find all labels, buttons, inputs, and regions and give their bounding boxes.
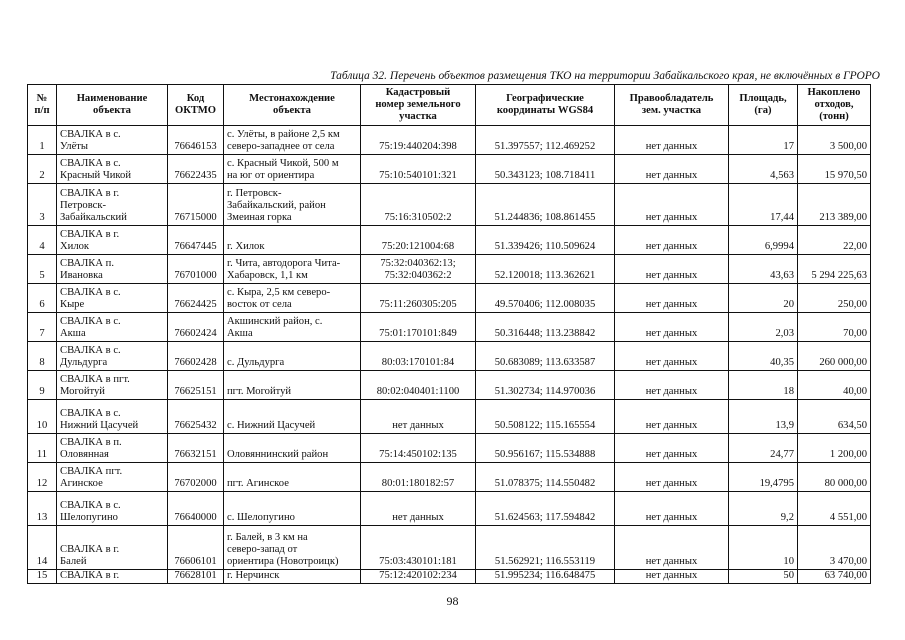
cell-oktmo: 76602428	[168, 342, 224, 371]
table-row	[28, 126, 871, 155]
cell-name: СВАЛКА пгт. Агинское	[57, 463, 168, 492]
cell-owner: нет данных	[615, 155, 729, 184]
cell-coords: 51.339426; 110.509624	[476, 226, 615, 255]
cell-name: СВАЛКА в с. Улёты	[57, 126, 168, 155]
cell-waste: 3 500,00	[798, 126, 871, 155]
cell-cadastral: 80:02:040401:1100	[361, 371, 476, 400]
cell-name: СВАЛКА в с. Акша	[57, 313, 168, 342]
cell-name: СВАЛКА в с. Красный Чикой	[57, 155, 168, 184]
cell-location: г. Хилок	[224, 226, 361, 255]
cell-cadastral: 75:01:170101:849	[361, 313, 476, 342]
table-row	[28, 371, 871, 400]
cell-owner: нет данных	[615, 184, 729, 226]
cell-area: 19,4795	[729, 463, 798, 492]
cell-num: 3	[28, 184, 57, 226]
cell-owner: нет данных	[615, 255, 729, 284]
cell-num: 9	[28, 371, 57, 400]
cell-location: Оловяннинский район	[224, 434, 361, 463]
header-oktmo: Код ОКТМО	[168, 85, 224, 126]
table-row	[28, 184, 871, 226]
cell-oktmo: 76625432	[168, 400, 224, 434]
cell-waste: 213 389,00	[798, 184, 871, 226]
cell-owner: нет данных	[615, 284, 729, 313]
cell-name: СВАЛКА в с. Дульдурга	[57, 342, 168, 371]
cell-location: с. Улёты, в районе 2,5 км северо-западнее от села	[224, 126, 361, 155]
cell-location: Акшинский район, с. Акша	[224, 313, 361, 342]
cell-coords: 51.995234; 116.648475	[476, 570, 615, 584]
cell-oktmo: 76715000	[168, 184, 224, 226]
cell-num: 4	[28, 226, 57, 255]
cell-waste: 80 000,00	[798, 463, 871, 492]
cell-coords: 50.316448; 113.238842	[476, 313, 615, 342]
cell-name: СВАЛКА в с. Кыре	[57, 284, 168, 313]
table-row	[28, 492, 871, 526]
cell-waste: 634,50	[798, 400, 871, 434]
cell-location: г. Чита, автодорога Чита- Хабаровск, 1,1 км	[224, 255, 361, 284]
header-area: Площадь, (га)	[729, 85, 798, 126]
cell-name: СВАЛКА п. Ивановка	[57, 255, 168, 284]
table-row	[28, 155, 871, 184]
table-row	[28, 226, 871, 255]
cell-cadastral: нет данных	[361, 492, 476, 526]
cell-num: 1	[28, 126, 57, 155]
header-num: № п/п	[28, 85, 57, 126]
cell-cadastral: 75:19:440204:398	[361, 126, 476, 155]
cell-num: 10	[28, 400, 57, 434]
cell-cadastral: 75:32:040362:13; 75:32:040362:2	[361, 255, 476, 284]
cell-area: 17,44	[729, 184, 798, 226]
cell-location: с. Нижний Цасучей	[224, 400, 361, 434]
table-row	[28, 434, 871, 463]
table-row	[28, 400, 871, 434]
cell-area: 13,9	[729, 400, 798, 434]
cell-area: 43,63	[729, 255, 798, 284]
cell-area: 9,2	[729, 492, 798, 526]
cell-oktmo: 76624425	[168, 284, 224, 313]
cell-coords: 50.343123; 108.718411	[476, 155, 615, 184]
header-coords: Географические координаты WGS84	[476, 85, 615, 126]
table-row	[28, 463, 871, 492]
cell-cadastral: 75:16:310502:2	[361, 184, 476, 226]
cell-coords: 51.302734; 114.970036	[476, 371, 615, 400]
cell-owner: нет данных	[615, 226, 729, 255]
cell-owner: нет данных	[615, 400, 729, 434]
table-row	[28, 526, 871, 570]
cell-location: г. Нерчинск	[224, 570, 361, 584]
cell-num: 14	[28, 526, 57, 570]
cell-area: 24,77	[729, 434, 798, 463]
cell-coords: 51.562921; 116.553119	[476, 526, 615, 570]
cell-cadastral: 75:10:540101:321	[361, 155, 476, 184]
cell-name: СВАЛКА в г. Хилок	[57, 226, 168, 255]
cell-owner: нет данных	[615, 492, 729, 526]
header-waste: Накоплено отходов, (тонн)	[798, 85, 871, 126]
table-row	[28, 342, 871, 371]
cell-location: пгт. Могойтуй	[224, 371, 361, 400]
table-row	[28, 255, 871, 284]
cell-name: СВАЛКА в г. Петровск- Забайкальский	[57, 184, 168, 226]
cell-owner: нет данных	[615, 434, 729, 463]
cell-waste: 40,00	[798, 371, 871, 400]
cell-cadastral: 75:11:260305:205	[361, 284, 476, 313]
cell-owner: нет данных	[615, 371, 729, 400]
cell-waste: 250,00	[798, 284, 871, 313]
cell-owner: нет данных	[615, 126, 729, 155]
cell-cadastral: нет данных	[361, 400, 476, 434]
cell-waste: 3 470,00	[798, 526, 871, 570]
cell-coords: 51.397557; 112.469252	[476, 126, 615, 155]
cell-owner: нет данных	[615, 342, 729, 371]
cell-num: 5	[28, 255, 57, 284]
cell-oktmo: 76622435	[168, 155, 224, 184]
cell-waste: 260 000,00	[798, 342, 871, 371]
cell-cadastral: 75:03:430101:181	[361, 526, 476, 570]
cell-waste: 70,00	[798, 313, 871, 342]
table-row	[28, 284, 871, 313]
cell-location: с. Шелопугино	[224, 492, 361, 526]
cell-coords: 50.956167; 115.534888	[476, 434, 615, 463]
cell-location: с. Дульдурга	[224, 342, 361, 371]
header-location: Местонахождение объекта	[224, 85, 361, 126]
cell-oktmo: 76701000	[168, 255, 224, 284]
header-row	[28, 85, 871, 126]
cell-num: 15	[28, 570, 57, 584]
cell-area: 18	[729, 371, 798, 400]
cell-area: 50	[729, 570, 798, 584]
cell-coords: 52.120018; 113.362621	[476, 255, 615, 284]
cell-coords: 51.078375; 114.550482	[476, 463, 615, 492]
tko-objects-table	[27, 84, 871, 584]
cell-cadastral: 75:20:121004:68	[361, 226, 476, 255]
cell-owner: нет данных	[615, 570, 729, 584]
header-name: Наименование объекта	[57, 85, 168, 126]
cell-area: 4,563	[729, 155, 798, 184]
cell-num: 7	[28, 313, 57, 342]
cell-num: 6	[28, 284, 57, 313]
cell-waste: 5 294 225,63	[798, 255, 871, 284]
cell-location: г. Балей, в 3 км на северо-запад от ориентира (Новотроицк)	[224, 526, 361, 570]
cell-waste: 15 970,50	[798, 155, 871, 184]
cell-name: СВАЛКА в г. Балей	[57, 526, 168, 570]
cell-area: 2,03	[729, 313, 798, 342]
cell-num: 12	[28, 463, 57, 492]
cell-cadastral: 80:03:170101:84	[361, 342, 476, 371]
cell-waste: 4 551,00	[798, 492, 871, 526]
cell-area: 10	[729, 526, 798, 570]
cell-coords: 50.683089; 113.633587	[476, 342, 615, 371]
cell-num: 2	[28, 155, 57, 184]
cell-coords: 50.508122; 115.165554	[476, 400, 615, 434]
cell-oktmo: 76640000	[168, 492, 224, 526]
cell-coords: 51.244836; 108.861455	[476, 184, 615, 226]
cell-cadastral: 75:12:420102:234	[361, 570, 476, 584]
cell-owner: нет данных	[615, 313, 729, 342]
cell-location: пгт. Агинское	[224, 463, 361, 492]
cell-name: СВАЛКА в п. Оловянная	[57, 434, 168, 463]
cell-area: 17	[729, 126, 798, 155]
table-caption: Таблица 32. Перечень объектов размещения ТКО на территории Забайкальского края, не включённых в ГРОРО	[330, 70, 880, 82]
cell-num: 11	[28, 434, 57, 463]
cell-name: СВАЛКА в с. Нижний Цасучей	[57, 400, 168, 434]
cell-location: г. Петровск- Забайкальский, район Змеиная горка	[224, 184, 361, 226]
cell-num: 13	[28, 492, 57, 526]
cell-oktmo: 76702000	[168, 463, 224, 492]
cell-waste: 63 740,00	[798, 570, 871, 584]
cell-location: с. Красный Чикой, 500 м на юг от ориентира	[224, 155, 361, 184]
page-number: 98	[446, 594, 459, 608]
table-row	[28, 570, 871, 584]
cell-oktmo: 76646153	[168, 126, 224, 155]
cell-location: с. Кыра, 2,5 км северо- восток от села	[224, 284, 361, 313]
cell-area: 6,9994	[729, 226, 798, 255]
cell-waste: 22,00	[798, 226, 871, 255]
table-row	[28, 313, 871, 342]
cell-cadastral: 80:01:180182:57	[361, 463, 476, 492]
cell-name: СВАЛКА в с. Шелопугино	[57, 492, 168, 526]
cell-coords: 51.624563; 117.594842	[476, 492, 615, 526]
cell-waste: 1 200,00	[798, 434, 871, 463]
cell-oktmo: 76632151	[168, 434, 224, 463]
cell-area: 20	[729, 284, 798, 313]
cell-area: 40,35	[729, 342, 798, 371]
cell-oktmo: 76647445	[168, 226, 224, 255]
cell-owner: нет данных	[615, 463, 729, 492]
cell-owner: нет данных	[615, 526, 729, 570]
header-cadastral: Кадастровый номер земельного участка	[361, 85, 476, 126]
header-owner: Правообладатель зем. участка	[615, 85, 729, 126]
cell-oktmo: 76606101	[168, 526, 224, 570]
cell-cadastral: 75:14:450102:135	[361, 434, 476, 463]
cell-coords: 49.570406; 112.008035	[476, 284, 615, 313]
cell-name: СВАЛКА в пгт. Могойтуй	[57, 371, 168, 400]
cell-num: 8	[28, 342, 57, 371]
cell-oktmo: 76625151	[168, 371, 224, 400]
cell-name: СВАЛКА в г.	[57, 570, 168, 584]
cell-oktmo: 76602424	[168, 313, 224, 342]
cell-oktmo: 76628101	[168, 570, 224, 584]
